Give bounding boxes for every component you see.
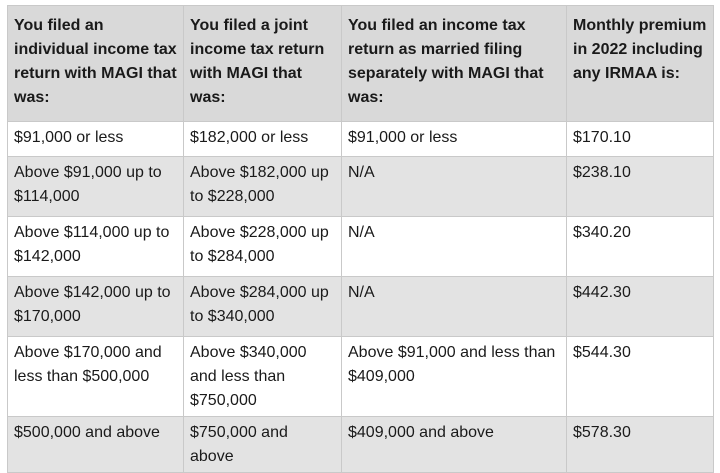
header-married-separately-magi: You filed an income tax return as married filing separately with MAGI that was: (342, 6, 567, 122)
cell-married-separately: N/A (342, 157, 567, 217)
cell-joint: Above $284,000 up to $340,000 (184, 277, 342, 337)
cell-married-separately: N/A (342, 217, 567, 277)
cell-married-separately: $91,000 or less (342, 122, 567, 157)
cell-premium: $442.30 (567, 277, 714, 337)
cell-premium: $170.10 (567, 122, 714, 157)
header-individual-magi: You filed an individual income tax return with MAGI that was: (8, 6, 184, 122)
table-row (8, 277, 714, 337)
cell-individual: Above $170,000 and less than $500,000 (8, 337, 184, 417)
cell-married-separately: $409,000 and above (342, 417, 567, 473)
header-joint-magi: You filed a joint income tax return with MAGI that was: (184, 6, 342, 122)
table-row (8, 217, 714, 277)
cell-individual: Above $114,000 up to $142,000 (8, 217, 184, 277)
table-header (8, 6, 714, 122)
cell-individual: $91,000 or less (8, 122, 184, 157)
cell-joint: $750,000 and above (184, 417, 342, 473)
cell-individual: Above $142,000 up to $170,000 (8, 277, 184, 337)
table-row (8, 417, 714, 473)
cell-premium: $238.10 (567, 157, 714, 217)
header-row (8, 6, 714, 122)
table-row (8, 122, 714, 157)
irmaa-premium-table (7, 5, 714, 473)
cell-premium: $340.20 (567, 217, 714, 277)
cell-joint: Above $340,000 and less than $750,000 (184, 337, 342, 417)
cell-individual: Above $91,000 up to $114,000 (8, 157, 184, 217)
cell-joint: $182,000 or less (184, 122, 342, 157)
cell-premium: $578.30 (567, 417, 714, 473)
cell-premium: $544.30 (567, 337, 714, 417)
table-row (8, 337, 714, 417)
header-monthly-premium: Monthly premium in 2022 including any IRMAA is: (567, 6, 714, 122)
table-row (8, 157, 714, 217)
cell-joint: Above $228,000 up to $284,000 (184, 217, 342, 277)
cell-individual: $500,000 and above (8, 417, 184, 473)
table-body (8, 122, 714, 473)
cell-married-separately: Above $91,000 and less than $409,000 (342, 337, 567, 417)
cell-married-separately: N/A (342, 277, 567, 337)
cell-joint: Above $182,000 up to $228,000 (184, 157, 342, 217)
